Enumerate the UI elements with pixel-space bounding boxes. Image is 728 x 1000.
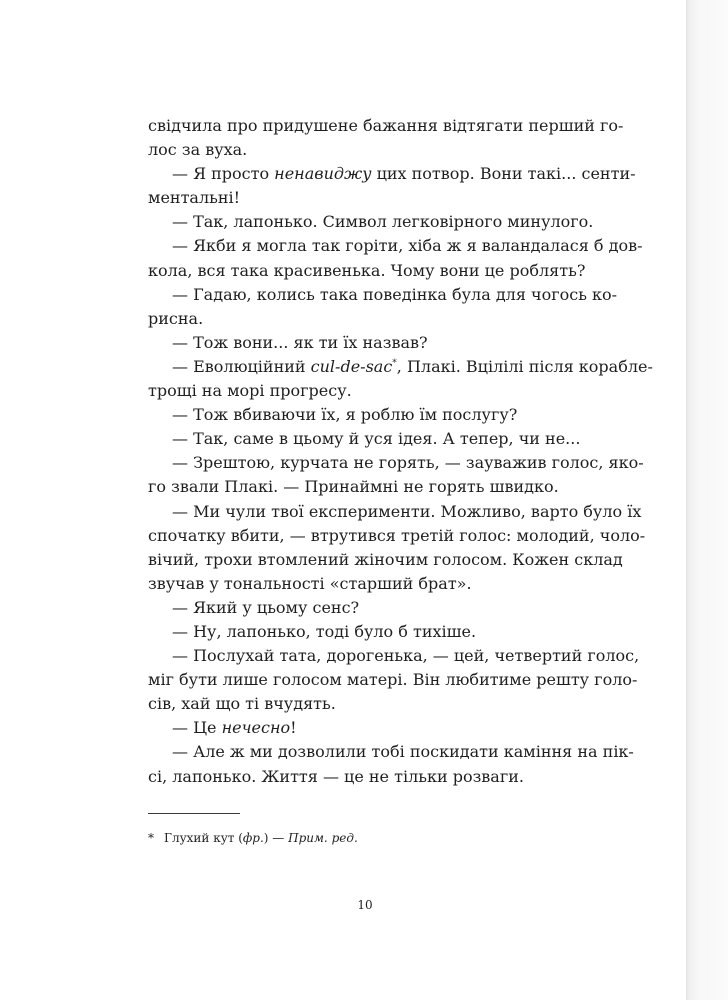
italic-word: нечесно — [221, 718, 291, 738]
text-line: вічий, трохи втомлений жіночим голосом. Кожен склад — [148, 549, 623, 569]
text-line — [148, 716, 578, 740]
text-line — [148, 355, 653, 379]
text-line: ментальні! — [148, 188, 241, 208]
text-run: — Еволюційний — [172, 356, 311, 376]
italic-word: фр. — [242, 831, 264, 845]
text-line: — Гадаю, колись така поведінка була для чогось ко- — [172, 284, 618, 304]
footnote-divider — [148, 813, 240, 814]
text-line: — Тож вони... як ти їх назвав? — [172, 332, 428, 352]
text-line: — Але ж ми дозволили тобі поскидати каміння на пік- — [172, 742, 634, 762]
text-line: — Якби я могла так горіти, хіба ж я валандалася б дов- — [172, 236, 643, 256]
footnote-marker: * — [392, 358, 397, 369]
text-run: — Це — [172, 718, 222, 738]
body-text — [148, 114, 653, 789]
text-line: сі, лапонько. Життя — це не тільки розваги. — [148, 766, 524, 786]
text-line: — Так, саме в цьому й уся ідея. А тепер, чи не... — [172, 429, 581, 449]
text-line: звучав у тональності «старший брат». — [148, 573, 472, 593]
italic-word: Прим. ред. — [288, 831, 358, 845]
text-line: — Послухай тата, дорогенька, — цей, четвертий голос, — [172, 646, 640, 666]
text-run: Глухий кут ( — [164, 831, 243, 845]
text-line: сів, хай що ті вчудять. — [148, 694, 336, 714]
footnote-text — [164, 831, 358, 845]
text-line — [148, 162, 636, 186]
text-line: — Так, лапонько. Символ легковірного минулого. — [172, 212, 594, 232]
text-run: ! — [290, 718, 297, 738]
text-line: спочатку вбити, — втрутився третій голос: молодий, чоло- — [148, 525, 646, 545]
text-line: — Зрештою, курчата не горять, — зауважив голос, яко- — [172, 453, 644, 473]
text-line: — Тож вбиваючи їх, я роблю їм послугу? — [172, 405, 518, 425]
text-line: трощі на морі прогресу. — [148, 381, 352, 401]
text-run: — Я просто — [172, 164, 275, 184]
text-line: рисна. — [148, 308, 204, 328]
text-line: кола, вся така красивенька. Чому вони це роблять? — [148, 260, 586, 280]
text-line: міг бути лише голосом матері. Він любитиме решту голо- — [148, 670, 638, 690]
text-run: , Плакі. Вцілілі після корабле- — [396, 356, 653, 376]
text-line: свідчила про придушене бажання відтягати перший го- — [148, 116, 624, 135]
italic-word: cul-de-sac — [310, 356, 393, 376]
text-run: цих потвор. Вони такі... сенти- — [371, 164, 636, 184]
text-line: го звали Плакі. — Принаймні не горять швидко. — [148, 477, 559, 497]
text-line: — Ну, лапонько, тоді було б тихіше. — [172, 621, 477, 641]
text-line: — Який у цьому сенс? — [172, 597, 360, 617]
text-line: — Ми чули твої експерименти. Можливо, варто було їх — [172, 501, 642, 521]
footnote-mark: * — [148, 831, 154, 845]
page-number: 10 — [357, 898, 373, 912]
text-run: ) — — [263, 831, 289, 845]
italic-word: ненавиджу — [274, 164, 372, 184]
text-line: лос за вуха. — [148, 140, 248, 160]
footnote — [148, 830, 578, 846]
page-edge-shadow — [686, 0, 728, 1000]
